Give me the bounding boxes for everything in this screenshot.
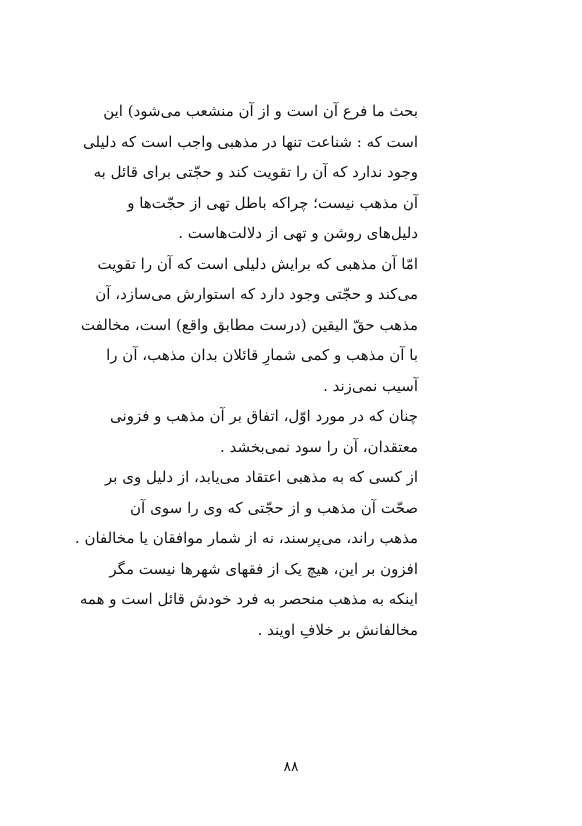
text-line: با آن مذهب و کمی شمارِ قائلان بدان مذهب، آن را <box>106 346 418 364</box>
text-line: آن مذهب نیست؛ چراکه باطل تهی از حجّت‌ها و <box>127 193 418 212</box>
text-line: آسیب نمی‌زند . <box>323 376 418 395</box>
text-line: دلیل‌های روشن و تهی از دلالت‌هاست . <box>178 224 418 242</box>
text-line: معتقدان، آن را سود نمی‌بخشد . <box>220 437 418 456</box>
text-line: بحث ما فرع آن است و از آن منشعب می‌شود) این <box>103 102 418 120</box>
text-line: مذهب راند، می‌پرسند، نه از شمار موافقان یا مخالفان . <box>74 529 418 547</box>
text-line: امّا آن مذهبی که برایش دلیلی است که آن را تقویت <box>97 254 418 273</box>
text-line: مخالفانش بر خلافِ اویند . <box>257 620 418 639</box>
text-line: می‌کند و حجّتی وجود دارد که استوارش می‌سازد، آن <box>95 285 418 303</box>
text-line: افزون بر این، هیچ یک از فقهای شهرها نیست مگر <box>109 559 418 578</box>
text-line: است که : شناعت تنها در مذهبی واجب است که دلیلی <box>83 132 418 151</box>
text-line: از کسی که به مذهبی اعتقاد می‌یابد، از دلیل وی بر <box>104 468 418 486</box>
text-line: وجود ندارد که آن را تقویت کند و حجّتی برای قائل به <box>93 163 418 181</box>
text-line: صحّت آن مذهب و از حجّتی که وی را سوی آن <box>130 498 418 517</box>
page-number: ۸۸ <box>283 759 299 775</box>
text-line: اینکه به مذهب منحصر به فرد خودش قائل است و همه <box>79 590 418 608</box>
text-line: چنان که در مورد اوّل، اتفاق بر آن مذهب و فزونی <box>110 407 418 425</box>
body-text <box>74 96 418 645</box>
text-line: مذهب حقّ الیقین (درست مطابق واقع) است، مخالفت <box>80 315 418 334</box>
